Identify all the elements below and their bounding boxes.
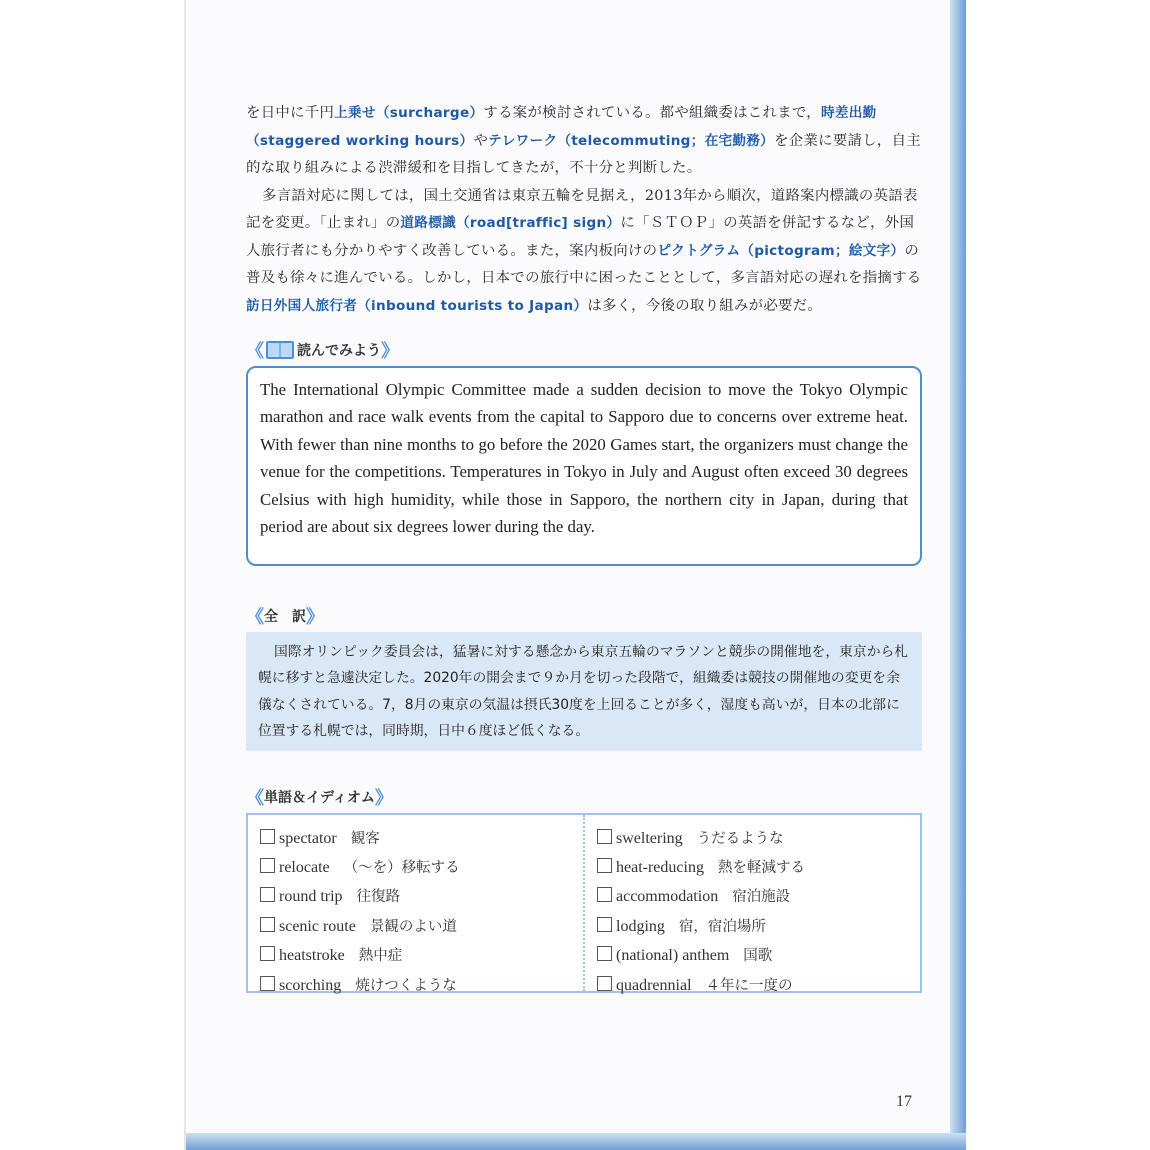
- vocab-japanese: 熱を軽減する: [717, 860, 805, 877]
- translation-heading-label: 全 訳: [264, 609, 306, 625]
- vocab-item: [260, 971, 571, 1000]
- vocab-english: scorching: [279, 976, 342, 994]
- vocab-checkbox[interactable]: [597, 917, 612, 932]
- heading-bracket-open: 《: [246, 341, 264, 362]
- body-text-segment: は多く，今後の取り組みが必要だ。: [587, 297, 823, 314]
- body-text-segment: する案が検討されている。都や組織委はこれまで，: [483, 105, 821, 121]
- vocab-japanese: 景観のよい道: [369, 918, 457, 935]
- english-reading-text: The International Olympic Committee made a sudden decision to move the Tokyo Olympic marathon and race walk events from the capital to Sapporo due to concerns over extreme heat. With fewer than nine months to go before the 2020 Games start, the organizers must change the venue for the competitions. Temperatures in Tokyo in July and August often exceed 30 degrees Celsius with high humidity, while those in Sapporo, the northern city in Japan, during that period are about six degrees lower during the day.: [260, 380, 908, 537]
- vocab-english: sweltering: [616, 829, 683, 847]
- translation-body: 国際オリンピック委員会は，猛暑に対する懸念から東京五輪のマラソンと競歩の開催地を，東京から札幌に移すと急遽決定した。2020年の開会まで９か月を切った段階で，組織委は競技の開催地の変更を余儀なくされている。7，8月の東京の気温は摂氏30度を上回ることが多く，湿度も高いが，日本の北部に位置する札幌では，同時期，日中６度ほど低くなる。: [258, 644, 909, 740]
- vocab-item: [597, 971, 908, 1000]
- vocab-english: (national) anthem: [616, 947, 730, 965]
- page-content: [246, 100, 922, 993]
- vocab-english: accommodation: [616, 888, 719, 906]
- vocab-item: [260, 912, 571, 941]
- highlighted-term: 上乗せ（surcharge）: [334, 105, 484, 121]
- vocab-japanese: 焼けつくような: [355, 977, 457, 994]
- read-heading-label: 読んでみよう: [297, 343, 381, 359]
- vocab-checkbox[interactable]: [260, 946, 275, 961]
- body-text-segment: を企業に要請し，自主的な取り組みによる渋滞緩和を目指してきたが，不十分と判断した。: [246, 132, 921, 176]
- vocab-column-left: [248, 815, 583, 994]
- highlighted-term: 訪日外国人旅行者（inbound tourists to Japan）: [246, 297, 588, 314]
- vocab-japanese: 熱中症: [358, 948, 403, 965]
- vocab-japanese: （～を）移転する: [343, 860, 460, 877]
- page-right-edge: [950, 0, 966, 1150]
- vocab-checkbox[interactable]: [260, 858, 275, 873]
- body-text-segment: や: [473, 132, 489, 149]
- vocab-item: [260, 824, 571, 853]
- body-text-segment: を日中に千円: [246, 105, 335, 121]
- highlighted-term: ピクトグラム（pictogram；絵文字）: [657, 242, 905, 259]
- vocab-checkbox[interactable]: [260, 829, 275, 844]
- vocab-item: [597, 853, 908, 882]
- vocab-column-right: [583, 815, 920, 994]
- vocab-item: [260, 882, 571, 911]
- vocab-checkbox[interactable]: [260, 887, 275, 902]
- vocab-checkbox[interactable]: [597, 858, 612, 873]
- translation-text: [258, 639, 910, 745]
- vocab-section-heading: [246, 785, 922, 809]
- highlighted-term: テレワーク（telecommuting；在宅勤務）: [488, 132, 775, 149]
- page-number: 17: [896, 1093, 912, 1110]
- vocab-english: heatstroke: [279, 947, 345, 965]
- vocab-box: [246, 813, 922, 993]
- heading-bracket-close: 》: [374, 787, 393, 809]
- book-icon: [266, 341, 294, 359]
- vocab-heading-label: 単語＆イディオム: [264, 789, 375, 806]
- vocab-checkbox[interactable]: [597, 829, 612, 844]
- vocab-item: [597, 882, 908, 911]
- vocab-japanese: うだるような: [696, 830, 784, 847]
- vocab-japanese: 宿泊施設: [732, 889, 791, 906]
- vocab-item: [597, 912, 908, 941]
- vocab-english: scenic route: [279, 917, 356, 935]
- vocab-japanese: 宿，宿泊場所: [678, 918, 766, 935]
- vocab-item: [260, 853, 571, 882]
- body-text-segment: 多言語対応に関しては，国土交通省は東京五輪を見据え，2013年から順次，道路案内標識の英語表記を変更。「止まれ」の: [246, 187, 918, 231]
- page-bottom-edge: [186, 1133, 966, 1150]
- vocab-english: relocate: [279, 859, 330, 877]
- vocab-checkbox[interactable]: [597, 946, 612, 961]
- heading-bracket-open: 《: [246, 607, 264, 628]
- vocab-checkbox[interactable]: [260, 976, 275, 991]
- vocab-english: round trip: [279, 888, 343, 906]
- vocab-checkbox[interactable]: [597, 976, 612, 991]
- vocab-english: lodging: [616, 917, 665, 935]
- vocab-item: [597, 824, 908, 853]
- vocab-english: spectator: [279, 829, 337, 847]
- body-paragraph-2: [246, 183, 922, 321]
- translation-section-heading: [246, 604, 922, 628]
- highlighted-term: 時差出勤（staggered working hours）: [246, 105, 877, 149]
- translation-box: [246, 632, 922, 751]
- vocab-checkbox[interactable]: [260, 917, 275, 932]
- body-text-segment: に「ＳＴＯＰ」の英語を併記するなど，外国人旅行者にも分かりやすく改善している。また，案内板向けの: [246, 215, 915, 259]
- vocab-japanese: 往復路: [356, 889, 401, 906]
- read-section-heading: [246, 338, 922, 362]
- heading-bracket-close: 》: [381, 341, 399, 362]
- heading-bracket-close: 》: [306, 607, 324, 628]
- vocab-item: [260, 941, 571, 970]
- vocab-checkbox[interactable]: [597, 887, 612, 902]
- heading-bracket-open: 《: [246, 787, 264, 809]
- vocab-japanese: 国歌: [743, 948, 773, 965]
- english-reading-box: [246, 366, 922, 566]
- body-paragraph-1: [246, 100, 922, 183]
- vocab-japanese: ４年に一度の: [705, 977, 793, 994]
- vocab-item: [597, 941, 908, 970]
- vocab-japanese: 観客: [350, 830, 380, 847]
- vocab-english: heat-reducing: [616, 859, 704, 877]
- vocab-english: quadrennial: [616, 976, 692, 994]
- highlighted-term: 道路標識（road[traffic] sign）: [400, 215, 621, 231]
- body-text-segment: の普及も徐々に進んでいる。しかし，日本での旅行中に困ったこととして，多言語対応の遅れを指摘する: [246, 242, 922, 286]
